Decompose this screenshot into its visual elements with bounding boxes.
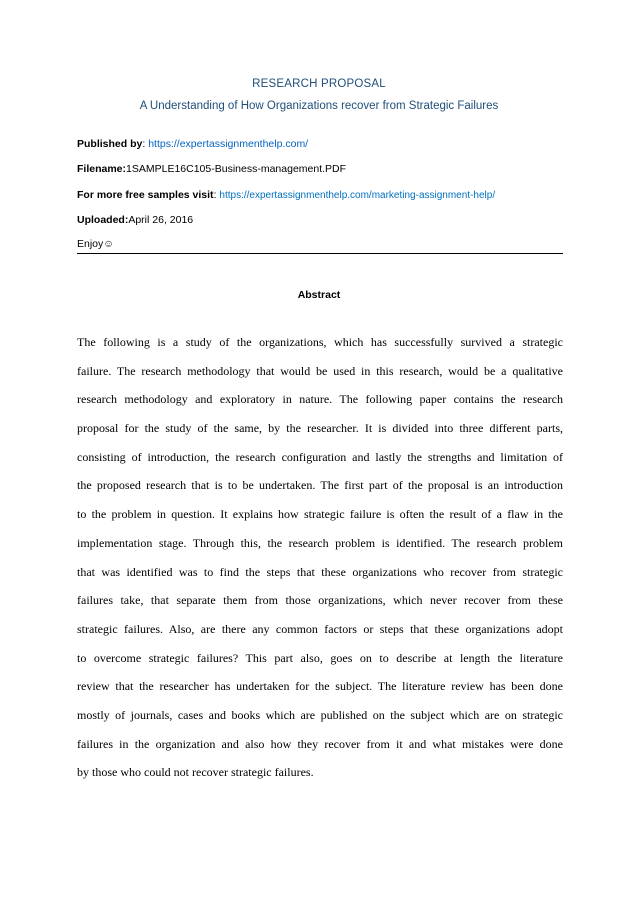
abstract-line: proposal for the study of the same, by the researcher. It is divided into three different parts, (77, 421, 563, 436)
abstract-line: consisting of introduction, the research configuration and lastly the strengths and limitation of (77, 449, 563, 464)
uploaded-line (77, 214, 193, 226)
published-by-line: Published by: https://expertassignmenthelp.com/ (77, 138, 309, 150)
published-by-link[interactable]: https://expertassignmenthelp.com/ (148, 138, 309, 150)
header-divider (77, 253, 563, 254)
abstract-line: review that the researcher has undertaken for the subject. The literature review has been done (77, 679, 563, 694)
document-subtitle: A Understanding of How Organizations recover from Strategic Failures (139, 100, 499, 112)
abstract-line: research methodology and exploratory in nature. The following paper contains the research (77, 392, 563, 407)
abstract-line: The following is a study of the organizations, which has successfully survived a strategic (77, 335, 563, 349)
free-samples-line: For more free samples visit: https://expertassignmenthelp.com/marketing-assignment-help/ (77, 189, 496, 201)
abstract-line: to the problem in question. It explains how strategic failure is often the result of a flaw in the (77, 507, 563, 522)
abstract-line: failures take, that separate them from those organizations, which never recover from these (77, 593, 563, 608)
abstract-line: implementation stage. Through this, the research problem is identified. The research problem (77, 535, 563, 550)
abstract-line: failure. The research methodology that would be used in this research, would be a qualitative (77, 363, 563, 378)
document-title: RESEARCH PROPOSAL (252, 78, 386, 90)
filename-label: Filename: (77, 163, 127, 175)
free-samples-link[interactable]: https://expertassignmenthelp.com/marketing-assignment-help/ (219, 190, 496, 201)
abstract-line: the proposed research that is to be undertaken. The first part of the proposal is an introduction (77, 478, 563, 493)
filename-line (77, 163, 346, 175)
abstract-line: failures in the organization and also how they recover from it and what mistakes were done (77, 736, 563, 751)
uploaded-value: April 26, 2016 (128, 214, 194, 226)
enjoy-line (77, 238, 114, 250)
abstract-body (77, 334, 563, 793)
abstract-line: by those who could not recover strategic failures. (77, 765, 314, 780)
abstract-line: strategic failures. Also, are there any common factors or steps that these organizations adopt (77, 621, 563, 636)
smiley-icon: ☺ (103, 238, 114, 250)
filename-value: 1SAMPLE16C105-Business-management.PDF (126, 163, 347, 175)
abstract-line: mostly of journals, cases and books which are published on the subject which are on strategic (77, 707, 563, 722)
published-by-label: Published by (77, 138, 143, 150)
abstract-line: that was identified was to find the steps that these organizations who recover from strategic (77, 564, 563, 579)
abstract-heading: Abstract (297, 289, 341, 301)
uploaded-label: Uploaded: (77, 214, 129, 226)
free-samples-label: For more free samples visit (77, 189, 214, 201)
abstract-line: to overcome strategic failures? This part also, goes on to describe at length the literature (77, 650, 563, 665)
enjoy-text: Enjoy (77, 238, 104, 250)
